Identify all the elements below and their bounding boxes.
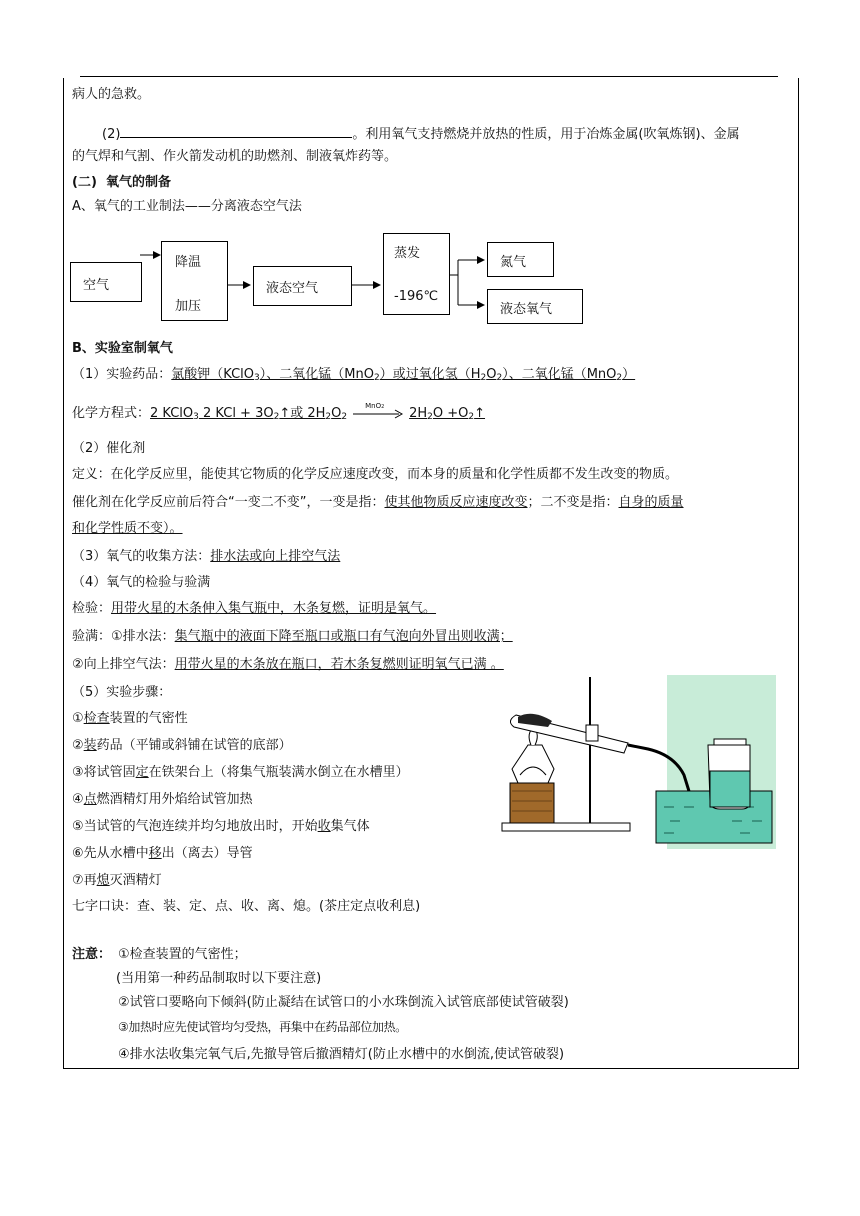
clamp xyxy=(586,725,598,741)
sub: 2 xyxy=(480,373,487,383)
test-air-line xyxy=(72,656,504,674)
sub: 2 xyxy=(616,373,623,383)
step-text: ⑥先从水槽中 xyxy=(72,846,149,861)
part-b-heading: B、实验室制氧气 xyxy=(72,341,173,356)
catalyst-one-change: 使其他物质反应速度改变 xyxy=(384,495,528,510)
step-text: 集气体 xyxy=(330,819,370,834)
drugs-text-1: 氯酸钾（KClO xyxy=(171,367,255,382)
test-full-value: 集气瓶中的液面下降至瓶口或瓶口有气泡向外冒出则收满； xyxy=(174,629,513,644)
test-air-label: ②向上排空气法： xyxy=(72,657,175,672)
collect-label: （3）氧气的收集方法： xyxy=(72,549,211,564)
eq-text: O xyxy=(331,406,342,421)
step-item xyxy=(72,710,188,728)
equation-label: 化学方程式： xyxy=(72,406,151,421)
note-2: ②试管口要略向下倾斜(防止凝结在试管口的小水珠倒流入试管底部使试管破裂) xyxy=(118,995,569,1010)
step-text: 在铁架台上（将集气瓶装满水倒立在水槽里） xyxy=(148,765,409,780)
flow-cool: 降温 xyxy=(175,255,202,270)
sub: 2 xyxy=(468,412,475,422)
step-text: 灭酒精灯 xyxy=(109,873,162,888)
arrow-icon xyxy=(353,407,403,421)
test-check-value: 用带火星的木条伸入集气瓶中，木条复燃，证明是氧气。 xyxy=(111,601,437,616)
step-keyword: 装 xyxy=(83,738,97,753)
eq-text: ↑或 2H xyxy=(279,406,326,421)
step-text: 装置的气密性 xyxy=(109,711,188,726)
step-item xyxy=(72,872,162,890)
catalyst-line3: 和化学性质不变）。 xyxy=(72,521,183,536)
step-keyword: 检查 xyxy=(83,711,110,726)
equation-line xyxy=(72,402,486,426)
alcohol-lamp xyxy=(512,745,554,783)
drugs-line xyxy=(72,366,635,387)
wood-block xyxy=(510,783,554,823)
flow-liquid-air-box xyxy=(253,266,352,306)
test-check-label: 检验： xyxy=(72,601,112,616)
drugs-text-6: ） xyxy=(622,367,636,382)
use-prefix: (2) xyxy=(102,127,121,142)
drugs-value xyxy=(171,367,635,382)
sub: 2 xyxy=(496,373,503,383)
test-check-line xyxy=(72,600,436,618)
oxygen-apparatus-illustration xyxy=(488,675,776,849)
note-1: ①检查装置的气密性； xyxy=(118,947,247,962)
eq-text: O +O xyxy=(432,406,469,421)
step-keyword: 移 xyxy=(148,846,162,861)
catalyst-text: MnO xyxy=(365,402,382,410)
flow-nitrogen: 氮气 xyxy=(500,255,527,270)
eq-text: 2 KCl + 3O xyxy=(198,406,274,421)
notes-label: 注意： xyxy=(72,947,112,962)
flow-air: 空气 xyxy=(83,278,110,293)
drugs-text-2: ）、二氧化锰（MnO xyxy=(259,367,374,382)
step-item xyxy=(72,845,253,863)
step-text: ③将试管固 xyxy=(72,765,136,780)
collect-line xyxy=(72,548,340,566)
step-item xyxy=(72,764,409,782)
eq-text: 2 KClO xyxy=(150,406,194,421)
flow-liquid-oxygen: 液态氧气 xyxy=(500,302,553,317)
step-text: 出（离去）导管 xyxy=(161,846,253,861)
step-item xyxy=(72,737,292,755)
sub: 2 xyxy=(427,412,433,422)
step-text: 药品（平铺或斜铺在试管的底部） xyxy=(96,738,292,753)
flow-press: 加压 xyxy=(175,299,202,314)
catalyst-line2 xyxy=(72,494,684,512)
flow-temp: -196℃ xyxy=(394,289,439,304)
step-text: ⑤当试管的气泡连续并均匀地放出时，开始 xyxy=(72,819,318,834)
part-a-heading: A、氧气的工业制法——分离液态空气法 xyxy=(72,199,302,214)
sub: 2 xyxy=(325,412,332,422)
sub: 3 xyxy=(254,373,260,383)
section-title: 氧气的制备 xyxy=(105,175,171,190)
drugs-label: （1）实验药品： xyxy=(72,367,172,382)
step-item xyxy=(72,791,253,809)
use-text: 。利用氧气支持燃烧并放热的性质，用于冶炼金属(吹氧炼钢)、金属 xyxy=(352,127,740,142)
step-text: ② xyxy=(72,738,84,753)
sub: 3 xyxy=(193,412,199,422)
sub: 2 xyxy=(381,404,385,410)
sub: 2 xyxy=(373,373,380,383)
sub: 2 xyxy=(341,412,348,422)
flow-air-box xyxy=(70,262,142,302)
step-keyword: 点 xyxy=(83,792,97,807)
flow-cool-box xyxy=(161,241,228,321)
section-number: (二) xyxy=(72,175,97,190)
step-text: ⑦再 xyxy=(72,873,97,888)
stand-base xyxy=(502,823,630,831)
intro-line: 病人的急救。 xyxy=(72,87,151,102)
catalyst-text: ；二不变是指： xyxy=(527,495,619,510)
step-keyword: 收 xyxy=(317,819,331,834)
mnemonic: 七字口诀：查、装、定、点、收、离、熄。(茶庄定点收利息) xyxy=(72,899,421,914)
reaction-arrow xyxy=(353,402,403,419)
catalyst-text: 催化剂在化学反应前后符合“一变二不变”，一变是指： xyxy=(72,495,385,510)
catalyst-definition: 定义：在化学反应里，能使其它物质的化学反应速度改变，而本身的质量和化学性质都不发生改变的物质。 xyxy=(72,467,678,482)
test-full-line xyxy=(72,628,513,646)
catalyst-heading: （2）催化剂 xyxy=(72,441,146,456)
step-item xyxy=(72,818,370,836)
collect-value: 排水法或向上排空气法 xyxy=(210,549,341,564)
eq-text: ↑ xyxy=(474,406,486,421)
flow-evaporate: 蒸发 xyxy=(394,246,421,261)
equation-value xyxy=(150,402,486,422)
step-text: ④ xyxy=(72,792,84,807)
catalyst-two-unchanged: 自身的质量 xyxy=(618,495,684,510)
test-full-label: 验满：①排水法： xyxy=(72,629,175,644)
test-heading: （4）氧气的检验与验满 xyxy=(72,575,211,590)
flow-nitrogen-box xyxy=(487,242,554,277)
drugs-text-3: ）或过氧化氢（H xyxy=(379,367,481,382)
step-text: ① xyxy=(72,711,84,726)
flow-liquid-oxygen-box xyxy=(487,289,583,324)
flow-evaporate-box xyxy=(383,233,450,315)
drugs-text-5: ）、二氧化锰（MnO xyxy=(502,367,617,382)
step-text: 燃酒精灯用外焰给试管加热 xyxy=(96,792,253,807)
note-1b: (当用第一种药品制取时以下要注意) xyxy=(116,971,322,986)
note-4: ④排水法收集完氧气后,先撤导管后撤酒精灯(防止水槽中的水倒流,使试管破裂) xyxy=(118,1047,565,1062)
step-keyword: 熄 xyxy=(96,873,110,888)
flow-liquid-air: 液态空气 xyxy=(266,281,319,296)
test-air-value: 用带火星的木条放在瓶口，若木条复燃则证明氧气已满 。 xyxy=(174,657,504,672)
note-3: ③加热时应先使试管均匀受热，再集中在药品部位加热。 xyxy=(118,1020,407,1034)
steps-heading: （5）实验步骤： xyxy=(72,685,172,700)
step-keyword: 定 xyxy=(135,765,149,780)
sub: 2 xyxy=(273,412,280,422)
eq-text: 2H xyxy=(409,406,428,421)
drugs-text-4: O xyxy=(486,367,497,382)
use-line-2: 的气焊和气割、作火箭发动机的助燃剂、制液氧炸药等。 xyxy=(72,149,398,164)
